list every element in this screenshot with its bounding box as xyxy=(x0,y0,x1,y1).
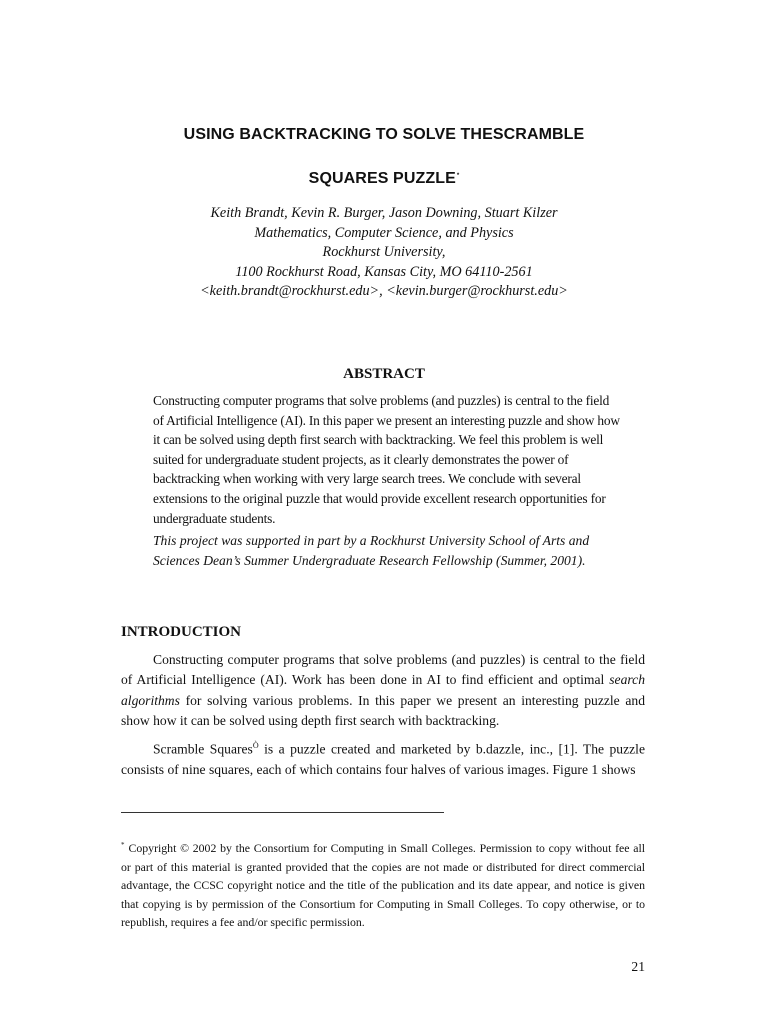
intro-p2-text-a: Scramble Squares xyxy=(153,741,253,757)
copyright-footnote xyxy=(121,836,645,932)
paper-title-text: SQUARES PUZZLE xyxy=(308,170,456,187)
page-number: 21 xyxy=(631,959,645,974)
paper-title-line1: USING BACKTRACKING TO SOLVE THESCRAMBLE xyxy=(183,126,585,143)
abstract-section xyxy=(153,391,623,570)
funding-note: This project was supported in part by a Rockhurst University School of Arts and Sciences Dean’s Summer Undergraduate Research Fellowship (Summer, 2001). xyxy=(153,533,590,568)
footnote-text: Copyright © 2002 by the Consortium for Computing in Small Colleges. Permission to copy without fee all or part of this material is granted provided that the copies are not made or distributed for direct commercial advantage, the CCSC copyright notice and the title of the publication and its date appear, and notice is given that copying is by permission of the Consortium for Computing in Small Colleges. To copy otherwise, or to republish, requires a fee and/or specific permission. xyxy=(121,840,645,930)
abstract-body: Constructing computer programs that solve problems (and puzzles) is central to the field of Artificial Intelligence (AI). In this paper we present an interesting puzzle and show how it can be solved using depth first search with backtracking. We feel this problem is well suited for undergraduate student projects, as it clearly demonstrates the power of backtracking when working with very large search trees. We conclude with several extensions to the original puzzle that would provide excellent research opportunities for undergraduate students. xyxy=(153,393,620,526)
introduction-section xyxy=(121,650,645,784)
intro-p1-emphasis: search algorithms xyxy=(121,672,645,708)
intro-p1-text-b: for solving various problems. In this paper we present an interesting puzzle and show how it can be solved using depth first search with backtracking. xyxy=(121,692,645,729)
title-footnote-marker: * xyxy=(456,172,460,179)
introduction-paragraph-1 xyxy=(121,650,645,732)
registered-mark: Ò xyxy=(252,740,259,750)
intro-p2-text-b: is a puzzle created and marketed by b.dazzle, inc., [1]. The puzzle consists of nine squares, each of which contains four halves of various images. Figure 1 shows xyxy=(121,741,645,777)
intro-p1-text-a: Constructing computer programs that solve problems (and puzzles) is central to the field of Artificial Intelligence (AI). Work has been done in AI to find efficient and optimal xyxy=(121,652,645,688)
author-university: Rockhurst University, xyxy=(322,244,446,261)
author-block xyxy=(0,204,768,302)
author-names: Keith Brandt, Kevin R. Burger, Jason Downing, Stuart Kilzer xyxy=(210,205,558,221)
author-address: 1100 Rockhurst Road, Kansas City, MO 64110-2561 xyxy=(235,263,533,280)
introduction-heading: INTRODUCTION xyxy=(121,624,242,640)
author-department: Mathematics, Computer Science, and Physics xyxy=(254,224,514,241)
introduction-paragraph-2 xyxy=(121,736,645,780)
abstract-heading: ABSTRACT xyxy=(343,366,425,382)
author-emails: <keith.brandt@rockhurst.edu>, <kevin.burger@rockhurst.edu> xyxy=(200,283,568,300)
footnote-divider xyxy=(121,812,444,813)
footnote-marker: * xyxy=(121,841,125,849)
paper-title-line2 xyxy=(0,170,768,188)
